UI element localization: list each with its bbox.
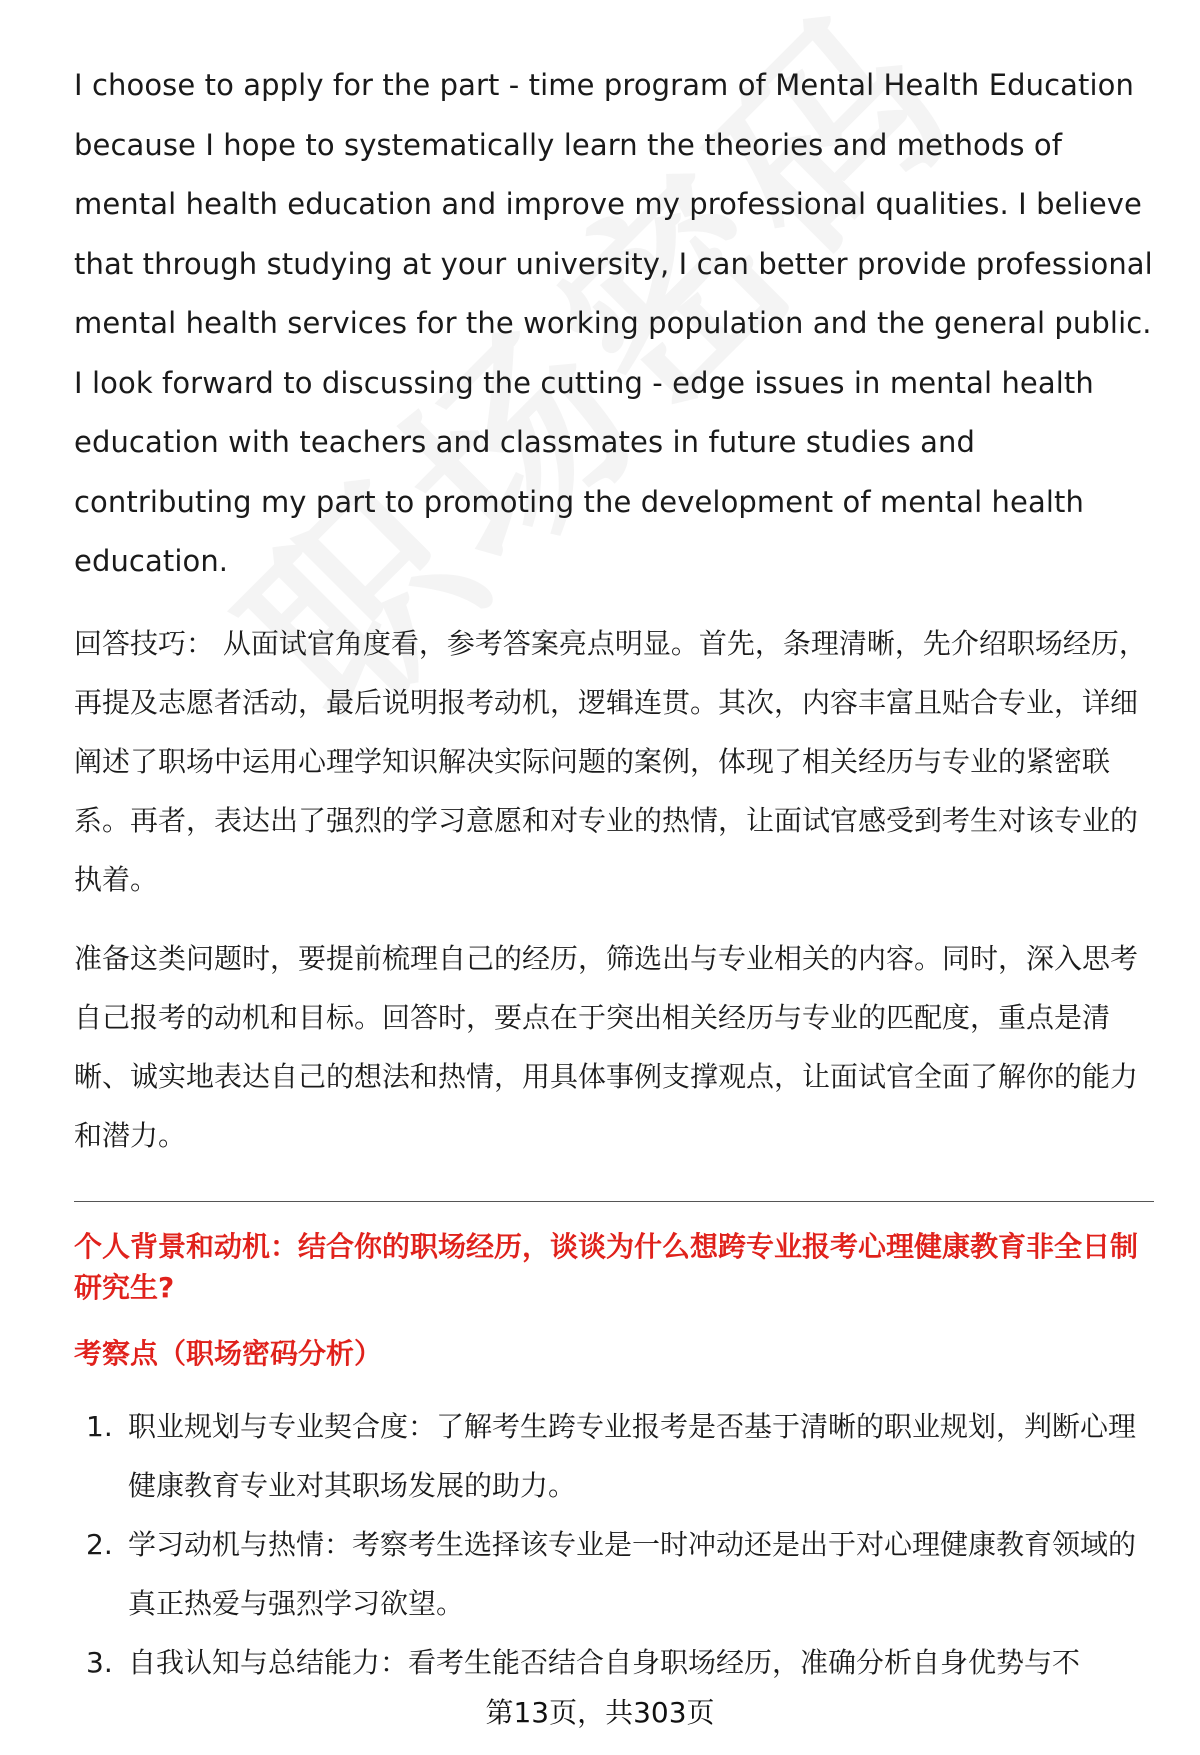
list-item-text: 学习动机与热情：考察考生选择该专业是一时冲动还是出于对心理健康教育领域的真正热爱与强烈学习欲望。 [128, 1527, 1137, 1620]
interview-question-heading: 个人背景和动机：结合你的职场经历，谈谈为什么想跨专业报考心理健康教育非全日制研究生? [74, 1229, 1139, 1304]
section-divider [74, 1201, 1154, 1202]
assessment-points-list [74, 1397, 1154, 1692]
page-number-footer: 第13页，共303页 [0, 1693, 1200, 1733]
list-item [74, 1515, 1154, 1633]
answer-tips-paragraph: 回答技巧： 从面试官角度看，参考答案亮点明显。首先，条理清晰，先介绍职场经历，再提及志愿者活动，最后说明报考动机，逻辑连贯。其次，内容丰富且贴合专业，详细阐述了职场中运用心理学知识解决实际问题的案例，体现了相关经历与专业的紧密联系。再者，表达出了强烈的学习意愿和对专业的热情，让面试官感受到考生对该专业的执着。 [74, 626, 1147, 896]
list-item-text: 职业规划与专业契合度：了解考生跨专业报考是否基于清晰的职业规划，判断心理健康教育专业对其职场发展的助力。 [128, 1409, 1137, 1502]
list-item-number: 2. [86, 1527, 113, 1561]
list-item [74, 1397, 1154, 1515]
page-content [74, 56, 1154, 1692]
list-item [74, 1633, 1154, 1692]
list-item-number: 1. [86, 1409, 113, 1443]
list-item-text: 自我认知与总结能力：看考生能否结合自身职场经历，准确分析自身优势与不 [128, 1645, 1081, 1679]
assessment-points-heading: 考察点（职场密码分析） [74, 1336, 383, 1370]
english-answer-paragraph: I choose to apply for the part - time program of Mental Health Education because I hope to systematically learn the theories and methods of mental health education and improve my professional qualities. I believe that through studying at your university, I can better provide professional mental health services for the working population and the general public. I look forward to discussing the cutting - edge issues in mental health education with teachers and classmates in future studies and contributing my part to promoting the development of mental health education. [74, 68, 1153, 578]
preparation-advice-paragraph: 准备这类问题时，要提前梳理自己的经历，筛选出与专业相关的内容。同时，深入思考自己报考的动机和目标。回答时，要点在于突出相关经历与专业的匹配度，重点是清晰、诚实地表达自己的想法和热情，用具体事例支撑观点，让面试官全面了解你的能力和潜力。 [74, 941, 1139, 1152]
list-item-number: 3. [86, 1645, 113, 1679]
